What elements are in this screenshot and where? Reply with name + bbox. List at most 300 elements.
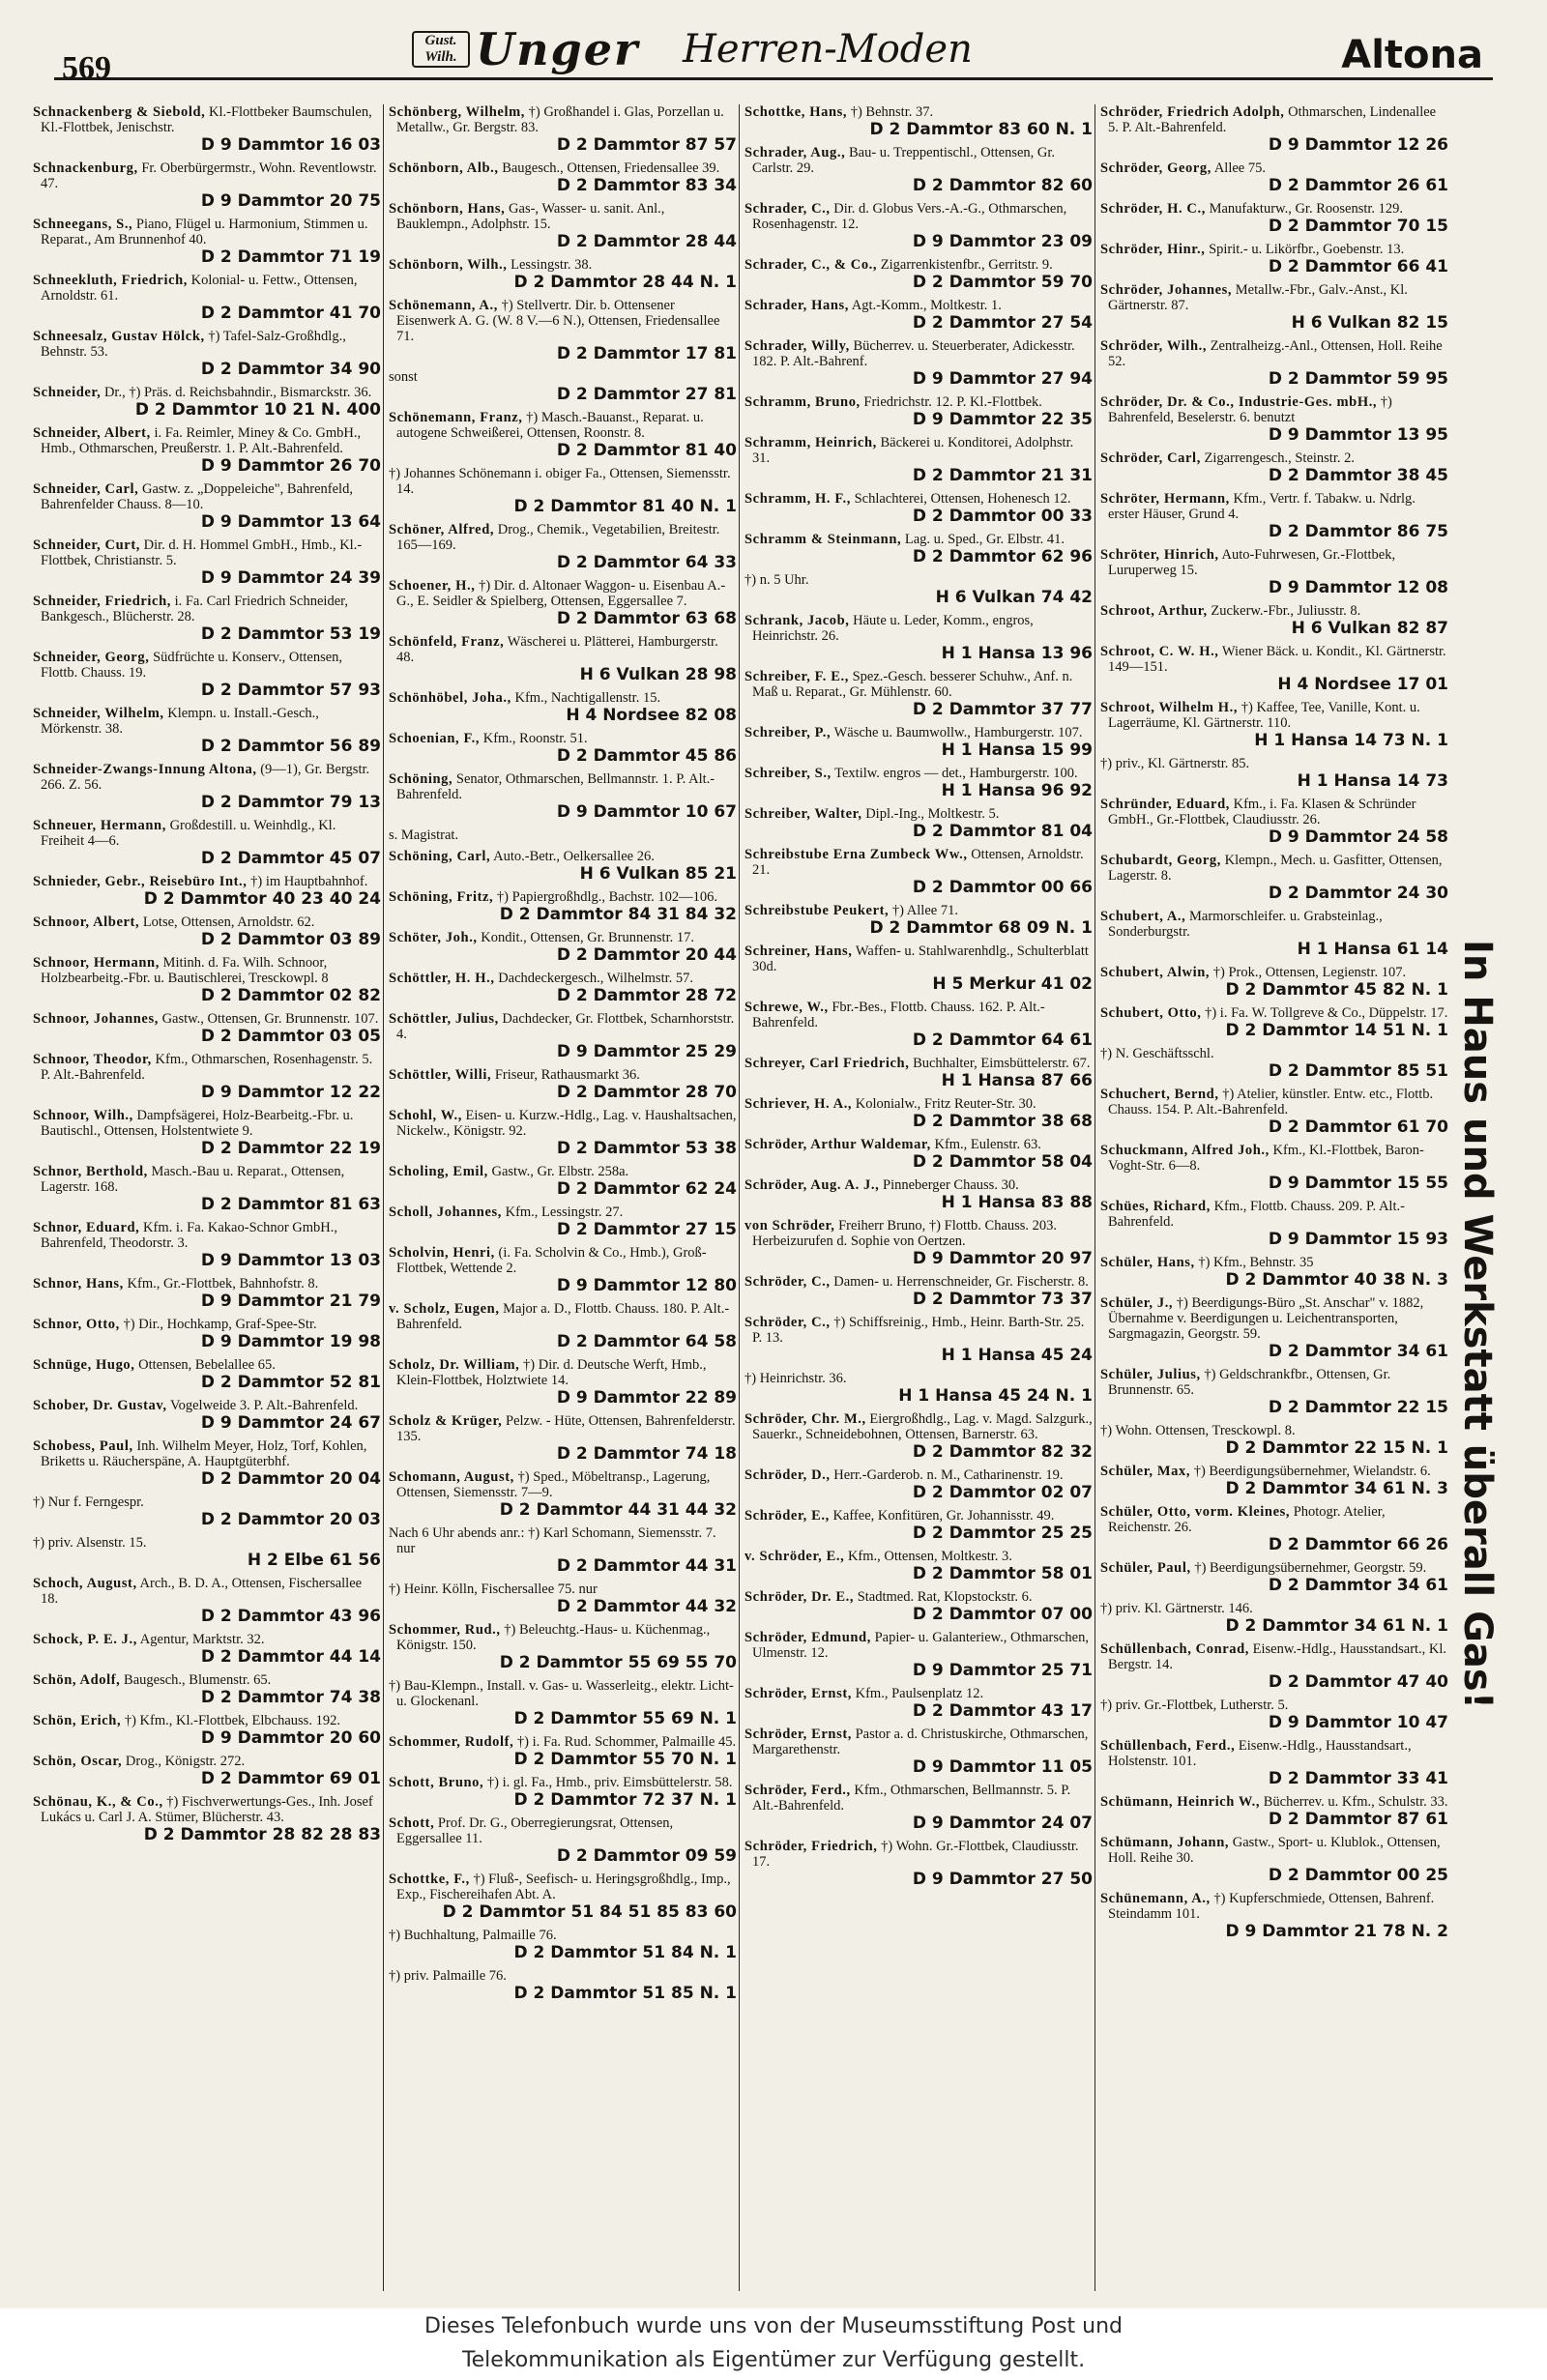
entry-phone: D 2 Dammtor 81 40 N. 1: [513, 497, 737, 516]
entry-details: Bücherrev. u. Steuerberater, Adickesstr. 182. P. Alt.-Bahrenf.: [752, 338, 1075, 369]
entry-phone: H 2 Elbe 61 56: [247, 1551, 381, 1570]
entry-phone: D 2 Dammtor 20 04: [200, 1469, 381, 1489]
entry-details: Mitinh. d. Fa. Wilh. Schnoor, Holzbearbeitg.-Fbr. u. Bautischlerei, Tresckowpl. 8: [41, 955, 329, 986]
entry-details: Freiherr Bruno, †) Flottb. Chauss. 203. Herbeizurufen d. Sophie von Oertzen.: [752, 1218, 1058, 1249]
directory-entry: [31, 1438, 381, 1489]
entry-name: Schoch, August,: [33, 1576, 137, 1591]
directory-entry: [387, 1301, 737, 1351]
entry-name: v. Scholz, Eugen,: [389, 1301, 500, 1317]
entry-details: †) Allee 71.: [891, 903, 958, 918]
entry-phone: H 4 Nordsee 17 01: [1277, 675, 1448, 694]
entry-details: †) Beleuchtg.-Haus- u. Küchenmag., Königstr. 150.: [396, 1622, 711, 1653]
entry-name: Schreiber, P.,: [744, 725, 832, 740]
entry-name: Schön, Erich,: [33, 1713, 122, 1728]
entry-name: Schreiber, F. E.,: [744, 669, 849, 684]
entry-name: Schomann, August,: [389, 1469, 514, 1485]
entry-name: Schobess, Paul,: [33, 1438, 133, 1454]
directory-entry: [743, 1056, 1093, 1090]
entry-phone: D 2 Dammtor 81 04: [912, 822, 1093, 841]
entry-phone: D 2 Dammtor 81 63: [200, 1195, 381, 1214]
directory-entry: [387, 634, 737, 684]
entry-name: Schönberg, Wilhelm,: [389, 104, 525, 120]
entry-phone: D 2 Dammtor 38 68: [912, 1112, 1093, 1131]
entry-details: Zentralheizg.-Anl., Ottensen, Holl. Reihe 52.: [1108, 338, 1443, 369]
directory-entry: [1098, 1560, 1448, 1595]
entry-details: Lotse, Ottensen, Arnoldstr. 62.: [142, 914, 315, 930]
entry-details: †) Atelier, künstler. Entw. etc., Flottb. Chauss. 154. P. Alt.-Bahrenfeld.: [1108, 1087, 1434, 1117]
entry-details: Dampfsägerei, Holz-Bearbeitg.-Fbr. u. Bautischl., Ottensen, Holstentwiete 9.: [41, 1108, 354, 1139]
entry-details: †) Prok., Ottensen, Legienstr. 107.: [1212, 965, 1407, 980]
entry-phone: D 2 Dammtor 55 70 N. 1: [513, 1750, 737, 1769]
entry-details: †) N. Geschäftsschl.: [1100, 1046, 1214, 1061]
entry-details: †) Beerdigungs-Büro „St. Anschar" v. 1882, Übernahme v. Beerdigungen u. Leichentransporten, Sargmagazin, Georgstr. 59.: [1108, 1295, 1424, 1342]
directory-entry: [743, 104, 1093, 139]
entry-name: Schröder, Edmund,: [744, 1630, 871, 1645]
entry-name: Schnüge, Hugo,: [33, 1357, 135, 1373]
directory-entry: [743, 1371, 1093, 1406]
entry-name: Schramm, H. F.,: [744, 491, 851, 507]
entry-phone: D 2 Dammtor 61 70: [1268, 1117, 1448, 1137]
entry-details: Ottensen, Arnoldstr. 21.: [752, 847, 1084, 878]
entry-phone: D 9 Dammtor 25 29: [556, 1042, 737, 1061]
directory-entry: [1098, 1199, 1448, 1249]
entry-phone: D 9 Dammtor 16 03: [200, 135, 381, 155]
directory-entry: [1098, 1464, 1448, 1498]
entry-details: Kolonialw., Fritz Reuter-Str. 30.: [855, 1096, 1036, 1112]
entry-name: Schneider, Friedrich,: [33, 594, 171, 609]
directory-entry: [387, 466, 737, 516]
entry-name: Schröder, C.,: [744, 1274, 831, 1290]
directory-entry: [743, 1218, 1093, 1268]
entry-details: Kfm., Othmarschen, Rosenhagenstr. 5. P. Alt.-Bahrenfeld.: [41, 1052, 373, 1083]
directory-entry: [743, 725, 1093, 760]
entry-details: Pastor a. d. Christuskirche, Othmarschen, Margarethenstr.: [752, 1727, 1089, 1757]
entry-name: Schönau, K., & Co.,: [33, 1794, 163, 1810]
entry-details: Piano, Flügel u. Harmonium, Stimmen u. Reparat., Am Brunnenhof 40.: [41, 217, 368, 247]
entry-details: Kfm., Othmarschen, Bellmannstr. 5. P. Alt.-Bahrenfeld.: [752, 1783, 1071, 1814]
entry-phone: H 1 Hansa 13 96: [941, 644, 1093, 663]
entry-phone: D 9 Dammtor 13 64: [200, 512, 381, 532]
entry-details: Gastw., Ottensen, Gr. Brunnenstr. 107.: [161, 1011, 379, 1027]
entry-name: Schreibstube Peukert,: [744, 903, 890, 918]
entry-name: Schüllenbach, Ferd.,: [1100, 1738, 1236, 1754]
directory-entry: [387, 827, 737, 843]
entry-name: Schober, Dr. Gustav,: [33, 1398, 167, 1413]
directory-entry: [1098, 965, 1448, 1000]
entry-details: Auto.-Betr., Oelkersallee 26.: [493, 849, 655, 864]
entry-details: Pelzw. - Hüte, Ottensen, Bahrenfelderstr. 135.: [396, 1413, 736, 1444]
entry-details: †) priv., Kl. Gärtnerstr. 85.: [1100, 756, 1250, 771]
entry-phone: D 2 Dammtor 20 44: [556, 945, 737, 965]
directory-entry: [1098, 700, 1448, 750]
entry-name: Schröder, Ernst,: [744, 1686, 852, 1701]
directory-entry: [31, 1754, 381, 1788]
entry-phone: D 2 Dammtor 40 38 N. 3: [1225, 1270, 1448, 1290]
entry-details: Zigarrengesch., Steinstr. 2.: [1204, 450, 1355, 466]
entry-details: †) Kfm., Kl.-Flottbek, Elbchauss. 192.: [124, 1713, 340, 1728]
entry-details: †) i. Fa. Rud. Schommer, Palmaille 45.: [516, 1734, 737, 1750]
directory-entry: [31, 1713, 381, 1748]
directory-entry: [31, 955, 381, 1005]
entry-phone: D 2 Dammtor 27 54: [912, 313, 1093, 333]
directory-entry: [743, 1727, 1093, 1777]
entry-phone: D 2 Dammtor 40 23 40 24: [143, 889, 381, 909]
entry-phone: D 2 Dammtor 37 77: [912, 700, 1093, 719]
entry-phone: D 2 Dammtor 51 85 N. 1: [513, 1984, 737, 2003]
entry-name: Schüler, J.,: [1100, 1295, 1174, 1311]
entry-details: (9—1), Gr. Bergstr. 266. Z. 56.: [41, 762, 370, 793]
entry-name: Schramm & Steinmann,: [744, 532, 902, 547]
entry-details: Kfm., Ottensen, Moltkestr. 3.: [847, 1549, 1012, 1564]
entry-details: †) Stellvertr. Dir. b. Ottensener Eisenwerk A. G. (W. 8 V.—6 N.), Ottensen, Friedensallee 71.: [396, 298, 720, 344]
entry-details: sonst: [389, 369, 418, 385]
entry-details: s. Magistrat.: [389, 827, 459, 843]
entry-phone: D 2 Dammtor 33 41: [1268, 1769, 1448, 1788]
column-1: [31, 104, 381, 2297]
directory-entry: [743, 1000, 1093, 1050]
entry-name: Schreiner, Hans,: [744, 943, 853, 959]
entry-phone: H 1 Hansa 14 73: [1297, 771, 1448, 791]
entry-phone: D 2 Dammtor 34 61 N. 3: [1225, 1479, 1448, 1498]
entry-name: Schöttler, H. H.,: [389, 971, 495, 986]
entry-details: †) Geldschrankfbr., Ottensen, Gr. Brunnenstr. 65.: [1108, 1367, 1391, 1398]
entry-phone: D 9 Dammtor 12 22: [200, 1083, 381, 1102]
entry-details: Dr., †) Präs. d. Reichsbahndir., Bismarckstr. 36.: [103, 385, 372, 400]
directory-entry: [743, 1508, 1093, 1543]
entry-name: Schreiber, Walter,: [744, 806, 862, 822]
entry-phone: D 9 Dammtor 12 08: [1268, 578, 1448, 597]
entry-phone: D 2 Dammtor 02 07: [912, 1483, 1093, 1502]
directory-entry: [1098, 1794, 1448, 1829]
entry-details: Waffen- u. Stahlwarenhdlg., Schulterblatt 30d.: [752, 943, 1089, 974]
entry-details: Agt.-Komm., Moltkestr. 1.: [851, 298, 1002, 313]
entry-details: †) Schiffsreinig., Hmb., Heinr. Barth-Str. 25. P. 13.: [752, 1315, 1085, 1346]
entry-details: Senator, Othmarschen, Bellmannstr. 1. P. Alt.-Bahrenfeld.: [396, 771, 715, 802]
entry-phone: D 2 Dammtor 56 89: [200, 737, 381, 756]
directory-entry: [387, 1108, 737, 1158]
entry-name: Schrader, Willy,: [744, 338, 850, 354]
directory-entry: [1098, 547, 1448, 597]
entry-details: Eisen- u. Kurzw.-Hdlg., Lag. v. Haushaltsachen, Nickelw., Königstr. 92.: [396, 1108, 737, 1139]
entry-name: Schüler, Julius,: [1100, 1367, 1201, 1382]
entry-details: Kfm., Roonstr. 51.: [482, 731, 588, 746]
entry-details: Textilw. engros — det., Hamburgerstr. 100.: [834, 766, 1078, 781]
entry-details: Zuckerw.-Fbr., Juliusstr. 8.: [1211, 603, 1361, 619]
entry-phone: D 2 Dammtor 66 41: [1268, 257, 1448, 276]
entry-name: Schröter, Hinrich,: [1100, 547, 1219, 563]
directory-entry: [1098, 1423, 1448, 1458]
entry-name: Scholl, Johannes,: [389, 1205, 502, 1220]
entry-details: †) Nur f. Ferngespr.: [33, 1495, 144, 1510]
directory-entry: [387, 1011, 737, 1061]
entry-details: †) Wohn. Ottensen, Tresckowpl. 8.: [1100, 1423, 1296, 1438]
entry-name: Schrader, Aug.,: [744, 145, 846, 160]
entry-phone: D 2 Dammtor 28 72: [556, 986, 737, 1005]
entry-name: Schneider, Wilhelm,: [33, 706, 164, 721]
entry-details: Kfm., Flottb. Chauss. 209. P. Alt.-Bahrenfeld.: [1108, 1199, 1405, 1230]
entry-details: Kaffee, Konfitüren, Gr. Johannisstr. 49.: [832, 1508, 1055, 1524]
entry-phone: H 6 Vulkan 85 21: [579, 864, 737, 884]
entry-details: †) im Hauptbahnhof.: [250, 874, 368, 889]
entry-name: Schneider, Curt,: [33, 537, 140, 553]
entry-phone: D 2 Dammtor 03 05: [200, 1027, 381, 1046]
entry-details: †) Behnstr. 37.: [850, 104, 934, 120]
entry-details: Eisenw.-Hdlg., Hausstandsart., Kl. Bergstr. 14.: [1108, 1641, 1447, 1672]
entry-details: †) Heinrichstr. 36.: [744, 1371, 847, 1386]
directory-entry: [31, 762, 381, 812]
entry-phone: D 2 Dammtor 28 44 N. 1: [513, 273, 737, 292]
directory-entry: [1098, 756, 1448, 791]
entry-details: Kfm., Lessingstr. 27.: [505, 1205, 624, 1220]
entry-phone: D 2 Dammtor 02 82: [200, 986, 381, 1005]
entry-phone: D 2 Dammtor 44 31 44 32: [499, 1500, 737, 1520]
directory-entry: [31, 1220, 381, 1270]
directory-entry: [31, 1276, 381, 1311]
entry-phone: D 9 Dammtor 12 80: [556, 1276, 737, 1295]
column-divider: [383, 104, 384, 2291]
entry-details: Damen- u. Herrenschneider, Gr. Fischerstr. 8.: [833, 1274, 1089, 1290]
entry-details: i. Fa. Reimler, Miney & Co. GmbH., Hmb., Othmarschen, Preußerstr. 1. P. Alt.-Bahrenfeld.: [41, 425, 362, 456]
entry-phone: H 1 Hansa 83 88: [941, 1193, 1093, 1212]
directory-entry: [743, 145, 1093, 195]
entry-phone: D 9 Dammtor 12 26: [1268, 135, 1448, 155]
directory-entry: [31, 818, 381, 868]
entry-details: Ottensen, Bebelallee 65.: [138, 1357, 276, 1373]
entry-phone: D 9 Dammtor 27 94: [912, 369, 1093, 389]
entry-details: Dir. d. H. Hommel GmbH., Hmb., Kl.-Flottbek, Christianstr. 5.: [41, 537, 363, 568]
entry-phone: D 9 Dammtor 24 07: [912, 1814, 1093, 1833]
entry-details: Arch., B. D. A., Ottensen, Fischersallee 18.: [41, 1576, 363, 1607]
directory-entry: [743, 1589, 1093, 1624]
entry-phone: D 2 Dammtor 07 00: [912, 1605, 1093, 1624]
directory-entry: [1098, 1295, 1448, 1361]
directory-entry: [1098, 104, 1448, 155]
entry-phone: D 9 Dammtor 22 89: [556, 1388, 737, 1408]
entry-name: Schönborn, Wilh.,: [389, 257, 508, 273]
entry-phone: D 2 Dammtor 38 45: [1268, 466, 1448, 485]
entry-details: Friedrichstr. 12. P. Kl.-Flottbek.: [863, 394, 1042, 410]
entry-name: Schroot, C. W. H.,: [1100, 644, 1219, 659]
directory-entry: [31, 537, 381, 588]
entry-phone: D 2 Dammtor 55 69 N. 1: [513, 1709, 737, 1728]
directory-entry: [31, 706, 381, 756]
entry-details: Prof. Dr. G., Oberregierungsrat, Ottensen, Eggersallee 11.: [396, 1815, 674, 1846]
entry-details: †) Dir. d. Deutsche Werft, Hmb., Klein-Flottbek, Holztwiete 14.: [396, 1357, 707, 1388]
entry-phone: D 2 Dammtor 51 84 N. 1: [513, 1943, 737, 1962]
entry-details: †) Bahrenfeld, Beselerstr. 6. benutzt: [1108, 394, 1392, 425]
directory-entry: [1098, 1641, 1448, 1692]
entry-phone: D 2 Dammtor 62 24: [556, 1179, 737, 1199]
entry-phone: D 2 Dammtor 21 31: [912, 466, 1093, 485]
directory-entry: [1098, 1504, 1448, 1554]
entry-phone: D 9 Dammtor 25 71: [912, 1661, 1093, 1680]
entry-phone: D 2 Dammtor 57 93: [200, 681, 381, 700]
brand-prefix: Gust. Wilh.: [412, 31, 470, 68]
directory-entry: [31, 650, 381, 700]
footer-line-1: Dieses Telefonbuch wurde uns von der Museumsstiftung Post und: [423, 2314, 1124, 2338]
entry-name: Schümann, Johann,: [1100, 1835, 1230, 1850]
entry-phone: D 2 Dammtor 28 70: [556, 1083, 737, 1102]
entry-phone: D 2 Dammtor 00 66: [912, 878, 1093, 897]
entry-name: Schröder, Aug. A. J.,: [744, 1177, 880, 1193]
directory-entry: [1098, 1835, 1448, 1885]
entry-details: †) Beerdigungsübernehmer, Wielandstr. 6.: [1193, 1464, 1431, 1479]
side-advertisement: [1448, 754, 1506, 1895]
entry-details: †) Großhandel i. Glas, Porzellan u. Metallw., Gr. Bergstr. 83.: [396, 104, 724, 135]
entry-details: Dir. d. Globus Vers.-A.-G., Othmarschen, Rosenhagenstr. 12.: [752, 201, 1067, 232]
entry-details: Spirit.- u. Likörfbr., Goebenstr. 13.: [1209, 242, 1405, 257]
entry-name: Schneider, Georg,: [33, 650, 150, 665]
directory-entry: [31, 874, 381, 909]
entry-name: Schröder, Ernst,: [744, 1727, 852, 1742]
entry-phone: D 9 Dammtor 13 03: [200, 1251, 381, 1270]
directory-entry: [743, 435, 1093, 485]
entry-name: Schohl, W.,: [389, 1108, 462, 1123]
entry-name: Schröter, Hermann,: [1100, 491, 1230, 507]
entry-name: Schüllenbach, Conrad,: [1100, 1641, 1250, 1657]
entry-name: Schnoor, Johannes,: [33, 1011, 159, 1027]
directory-entry: [1098, 1143, 1448, 1193]
directory-entry: [1098, 797, 1448, 847]
entry-phone: D 2 Dammtor 22 15: [1268, 1398, 1448, 1417]
directory-entry: [387, 369, 737, 404]
column-2: [387, 104, 737, 2297]
entry-name: Schottke, F.,: [389, 1872, 470, 1887]
entry-phone: D 9 Dammtor 23 09: [912, 232, 1093, 251]
directory-entry: [1098, 644, 1448, 694]
entry-phone: D 2 Dammtor 24 30: [1268, 884, 1448, 903]
entry-phone: D 2 Dammtor 45 86: [556, 746, 737, 766]
directory-entry: [387, 1469, 737, 1520]
entry-phone: D 2 Dammtor 58 04: [912, 1152, 1093, 1172]
entry-name: Schneider-Zwangs-Innung Altona,: [33, 762, 257, 777]
entry-details: Baugesch., Ottensen, Friedensallee 39.: [502, 160, 720, 176]
entry-details: Dipl.-Ing., Moltkestr. 5.: [865, 806, 1000, 822]
directory-entry: [1098, 1367, 1448, 1417]
entry-details: Nach 6 Uhr abends anr.: †) Karl Schomann, Siemensstr. 7. nur: [389, 1525, 716, 1556]
directory-entry: [743, 943, 1093, 994]
entry-name: Schönfeld, Franz,: [389, 634, 505, 650]
entry-phone: D 2 Dammtor 74 38: [200, 1688, 381, 1707]
entry-phone: D 9 Dammtor 24 58: [1268, 827, 1448, 847]
directory-entry: [31, 1317, 381, 1351]
entry-phone: D 2 Dammtor 82 60: [912, 176, 1093, 195]
entry-name: Schön, Oscar,: [33, 1754, 123, 1769]
directory-entry: [31, 160, 381, 211]
entry-details: Vogelweide 3. P. Alt.-Bahrenfeld.: [170, 1398, 359, 1413]
entry-details: Kondit., Ottensen, Gr. Brunnenstr. 17.: [481, 930, 694, 945]
directory-entry: [31, 1632, 381, 1667]
directory-entry: [743, 903, 1093, 938]
entry-phone: D 9 Dammtor 10 47: [1268, 1713, 1448, 1732]
entry-details: †) n. 5 Uhr.: [744, 572, 809, 588]
directory-entry: [31, 594, 381, 644]
entry-phone: D 2 Dammtor 51 84 51 85 83 60: [442, 1902, 737, 1922]
entry-phone: D 2 Dammtor 87 57: [556, 135, 737, 155]
entry-phone: H 1 Hansa 87 66: [941, 1071, 1093, 1090]
entry-details: Marmorschleifer. u. Grabsteinlag., Sonderburgstr.: [1108, 909, 1383, 940]
entry-phone: D 2 Dammtor 43 17: [912, 1701, 1093, 1721]
entry-name: von Schröder,: [744, 1218, 835, 1234]
entry-phone: D 2 Dammtor 41 70: [200, 304, 381, 323]
entry-details: †) Sped., Möbeltransp., Lagerung, Ottensen, Siemensstr. 7—9.: [396, 1469, 711, 1500]
directory-entry: [387, 298, 737, 363]
entry-details: Metallw.-Fbr., Galv.-Anst., Kl. Gärtnerstr. 87.: [1108, 282, 1408, 313]
entry-phone: D 2 Dammtor 28 44: [556, 232, 737, 251]
entry-name: Schneesalz, Gustav Hölck,: [33, 329, 205, 344]
entry-details: Drog., Königstr. 272.: [125, 1754, 246, 1769]
entry-details: (i. Fa. Scholvin & Co., Hmb.), Groß-Flottbek, Wettende 2.: [396, 1245, 707, 1276]
entry-name: Schröder, Georg,: [1100, 160, 1211, 176]
entry-phone: D 2 Dammtor 45 07: [200, 849, 381, 868]
entry-details: Fbr.-Bes., Flottb. Chauss. 162. P. Alt.-Bahrenfeld.: [752, 1000, 1045, 1030]
entry-details: †) Buchhaltung, Palmaille 76.: [389, 1928, 557, 1943]
directory-entry: [387, 104, 737, 155]
directory-entry: [743, 1783, 1093, 1833]
entry-phone: D 2 Dammtor 64 58: [556, 1332, 737, 1351]
directory-entry: [743, 669, 1093, 719]
entry-name: Schröder, Friedrich Adolph,: [1100, 104, 1285, 120]
entry-details: Südfrüchte u. Konserv., Ottensen, Flottb. Chauss. 19.: [41, 650, 343, 681]
entry-details: †) priv. Palmaille 76.: [389, 1968, 507, 1984]
entry-name: Schöning,: [389, 771, 453, 787]
entry-details: Eisenw.-Hdlg., Hausstandsart., Holstenstr. 101.: [1108, 1738, 1412, 1769]
directory-entry: [387, 1968, 737, 2003]
entry-details: Bau- u. Treppentischl., Ottensen, Gr. Carlstr. 29.: [752, 145, 1056, 176]
directory-entry: [31, 1495, 381, 1529]
directory-entry: [387, 160, 737, 195]
directory-entry: [1098, 1601, 1448, 1636]
entry-details: Großdestill. u. Weinhdlg., Kl. Freiheit 4—6.: [41, 818, 336, 849]
entry-name: Schüler, Otto, vorm. Kleines,: [1100, 1504, 1291, 1520]
entry-name: Schott,: [389, 1815, 435, 1831]
entry-phone: D 2 Dammtor 63 68: [556, 609, 737, 628]
entry-name: Schneegans, S.,: [33, 217, 133, 232]
entry-phone: D 2 Dammtor 44 32: [556, 1597, 737, 1616]
directory-entry: [743, 394, 1093, 429]
directory-entry: [1098, 603, 1448, 638]
entry-phone: D 2 Dammtor 52 81: [200, 1373, 381, 1392]
entry-name: Schröder, H. C.,: [1100, 201, 1206, 217]
entry-name: Scholvin, Henri,: [389, 1245, 495, 1261]
entry-details: †) Fluß-, Seefisch- u. Heringsgroßhdlg., Imp., Exp., Fischereihafen Abt. A.: [396, 1872, 731, 1902]
entry-name: Schuckmann, Alfred Joh.,: [1100, 1143, 1270, 1158]
entry-name: Schneider, Albert,: [33, 425, 151, 441]
entry-phone: D 2 Dammtor 53 19: [200, 624, 381, 644]
entry-phone: D 2 Dammtor 00 33: [912, 507, 1093, 526]
entry-details: Dachdecker, Gr. Flottbek, Scharnhorststr. 4.: [396, 1011, 735, 1042]
entry-phone: D 9 Dammtor 15 93: [1268, 1230, 1448, 1249]
entry-phone: D 2 Dammtor 79 13: [200, 793, 381, 812]
entry-name: Schneekluth, Friedrich,: [33, 273, 189, 288]
directory-entry: [387, 257, 737, 292]
directory-entry: [31, 273, 381, 323]
entry-phone: D 2 Dammtor 43 96: [200, 1607, 381, 1626]
entry-name: Schreiber, S.,: [744, 766, 832, 781]
entry-phone: D 9 Dammtor 10 67: [556, 802, 737, 822]
entry-phone: D 2 Dammtor 26 61: [1268, 176, 1448, 195]
entry-name: Schröder, Johannes,: [1100, 282, 1233, 298]
directory-entry: [1098, 491, 1448, 541]
entry-phone: D 2 Dammtor 84 31 84 32: [499, 905, 737, 924]
directory-entry: [387, 1678, 737, 1728]
entry-details: †) Fischverwertungs-Ges., Inh. Josef Lukács u. Carl J. A. Stümer, Blücherstr. 43.: [41, 1794, 373, 1825]
entry-phone: D 2 Dammtor 00 25: [1268, 1866, 1448, 1885]
entry-name: Schües, Richard,: [1100, 1199, 1211, 1214]
entry-phone: D 9 Dammtor 21 78 N. 2: [1225, 1922, 1448, 1941]
entry-details: Kfm., Kl.-Flottbek, Baron-Voght-Str. 6—8.: [1108, 1143, 1424, 1174]
entry-phone: D 2 Dammtor 59 95: [1268, 369, 1448, 389]
